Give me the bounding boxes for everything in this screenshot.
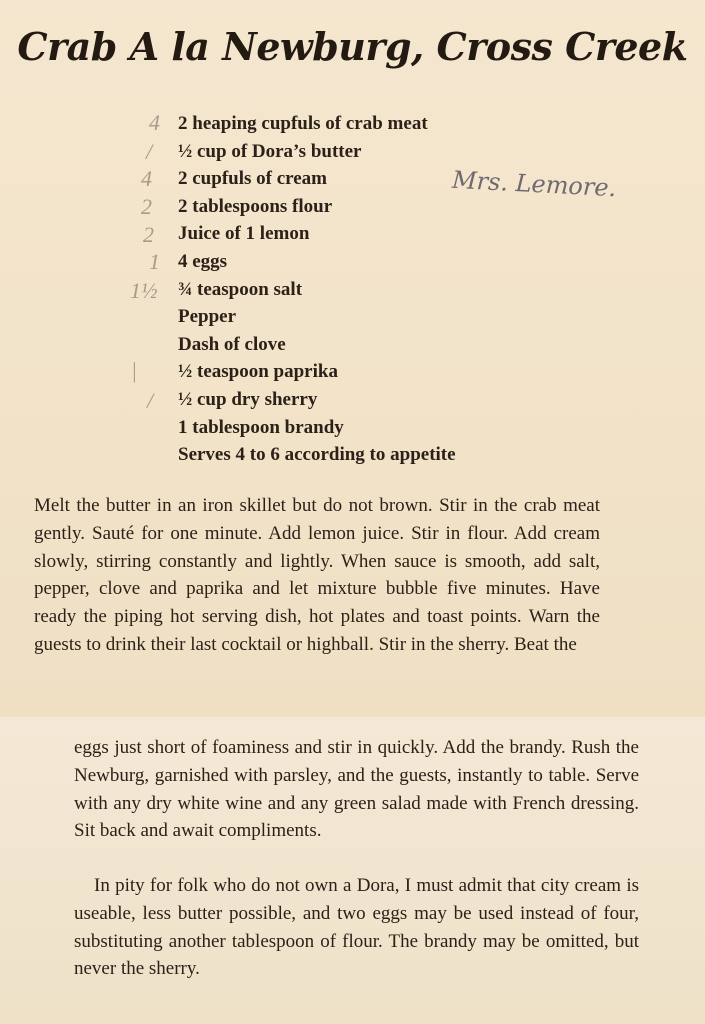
margin-mark: | bbox=[131, 358, 138, 383]
ingredient-item: Pepper bbox=[178, 306, 237, 328]
ingredient-item: ¾ teaspoon salt bbox=[178, 278, 303, 300]
ingredient-item: ½ teaspoon paprika bbox=[178, 361, 338, 383]
serving-note: Serves 4 to 6 according to appetite bbox=[178, 444, 456, 466]
handwritten-annotation: Mrs. Lemore. bbox=[451, 165, 617, 203]
ingredient-item: 2 cupfuls of cream bbox=[178, 168, 327, 190]
ingredient-item: 4 eggs bbox=[178, 250, 228, 272]
margin-mark: / bbox=[146, 139, 153, 164]
instructions-paragraph-1: Melt the butter in an iron skillet but do not brown. Stir in the crab meat gently. Sauté for one minute. Add lemon juice. Stir in flour. Add cream slowly, stirring constantly and lightly. When sauce is smooth, add salt, pepper, clove and paprika and let mixture bubble five minutes. Have ready the piping hot serving dish, hot plates and toast points. Warn the guests to drink their last cocktail or highball. Stir in the sherry. Beat the bbox=[34, 495, 600, 655]
instructions-paragraph-3: In pity for folk who do not own a Dora, I must admit that city cream is useable, less butter possible, and two eggs may be used instead of four, substituting another tablespoon of flour. The brandy may be omitted, but never the sherry. bbox=[74, 875, 639, 980]
margin-mark: / bbox=[147, 388, 154, 413]
ingredient-list bbox=[178, 110, 456, 469]
ingredient-item: Dash of clove bbox=[178, 333, 286, 355]
ingredient-item: 2 tablespoons flour bbox=[178, 195, 333, 217]
recipe-title: Crab A la Newburg, Cross Creek bbox=[17, 24, 688, 69]
margin-mark: 2 bbox=[141, 194, 152, 219]
instructions-paragraph-2: eggs just short of foaminess and stir in quickly. Add the brandy. Rush the Newburg, garnished with parsley, and the guests, instantly to table. Serve with any dry white wine and any green salad made with French dressing. Sit back and await compliments. bbox=[74, 737, 639, 842]
ingredient-item: ½ cup dry sherry bbox=[178, 388, 318, 410]
margin-mark: 1 bbox=[149, 249, 160, 274]
margin-mark: 2 bbox=[143, 222, 154, 247]
margin-mark: 4 bbox=[141, 166, 152, 191]
ingredient-item: Juice of 1 lemon bbox=[178, 223, 310, 245]
ingredient-item: 2 heaping cupfuls of crab meat bbox=[178, 113, 428, 134]
ingredient-item: 1 tablespoon brandy bbox=[178, 416, 344, 438]
ingredient-item: ½ cup of Dora’s butter bbox=[178, 140, 362, 162]
margin-mark: 4 bbox=[149, 110, 160, 135]
margin-mark: 1½ bbox=[130, 278, 158, 303]
